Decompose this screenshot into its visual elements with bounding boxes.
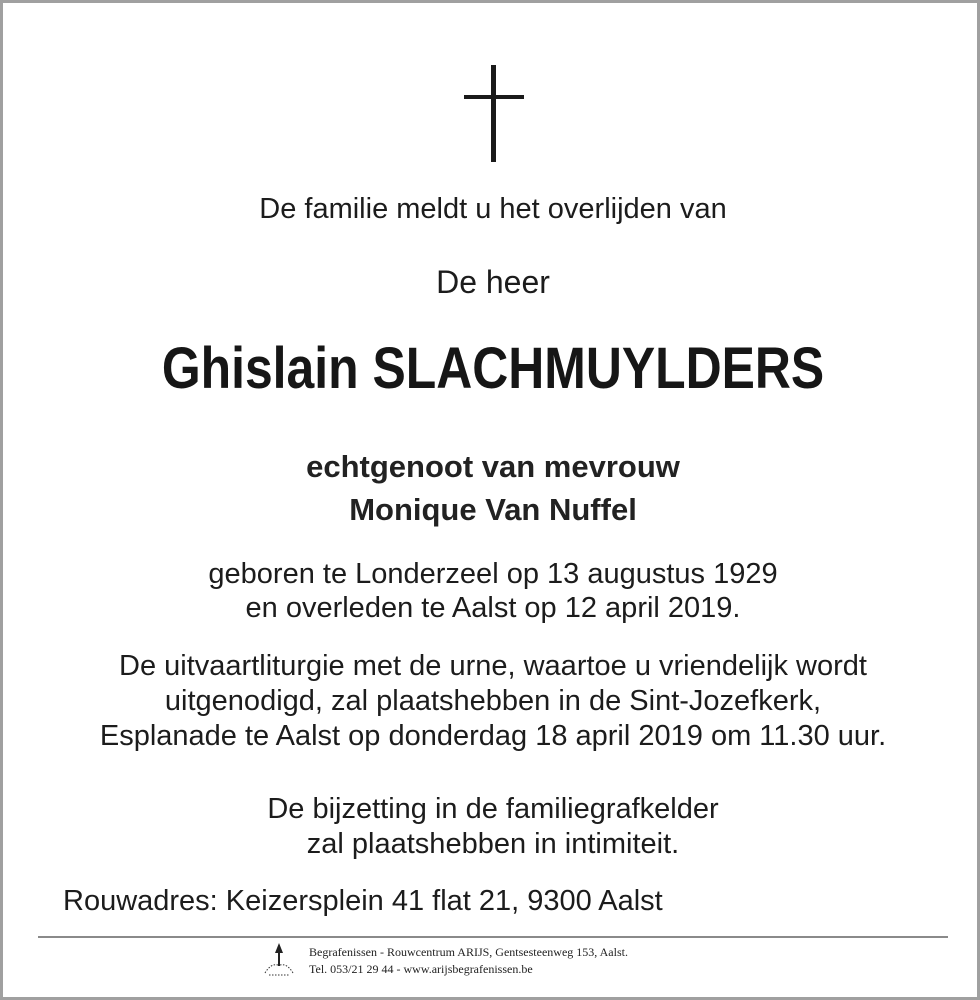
liturgy-line-1: De uitvaartliturgie met de urne, waartoe u vriendelijk wordt xyxy=(119,650,867,682)
honorific-title: De heer xyxy=(436,264,550,300)
spouse-intro: echtgenoot van mevrouw xyxy=(306,449,680,484)
funeral-home-logo-icon xyxy=(261,941,297,977)
intro-text: De familie meldt u het overlijden van xyxy=(259,193,727,225)
burial-line-2: zal plaatshebben in intimiteit. xyxy=(306,828,680,860)
deceased-name: Ghislain SLACHMUYLDERS xyxy=(161,336,825,401)
footer-contact: Tel. 053/21 29 44 - www.arijsbegrafenissen.be xyxy=(309,962,533,976)
birth-info: geboren te Londerzeel op 13 augustus 1929 xyxy=(208,558,778,590)
spouse-name: Monique Van Nuffel xyxy=(349,492,637,527)
footer-divider xyxy=(38,936,948,938)
liturgy-line-3: Esplanade te Aalst op donderdag 18 april 2019 om 11.30 uur. xyxy=(99,720,887,752)
death-info: en overleden te Aalst op 12 april 2019. xyxy=(245,592,741,624)
burial-line-1: De bijzetting in de familiegrafkelder xyxy=(267,793,719,825)
cross-icon xyxy=(464,65,524,162)
mourning-address: Rouwadres: Keizersplein 41 flat 21, 9300 Aalst xyxy=(63,885,663,917)
footer-company: Begrafenissen - Rouwcentrum ARIJS, Gentsesteenweg 153, Aalst. xyxy=(309,945,628,959)
liturgy-line-2: uitgenodigd, zal plaatshebben in de Sint-Jozefkerk, xyxy=(164,685,822,717)
